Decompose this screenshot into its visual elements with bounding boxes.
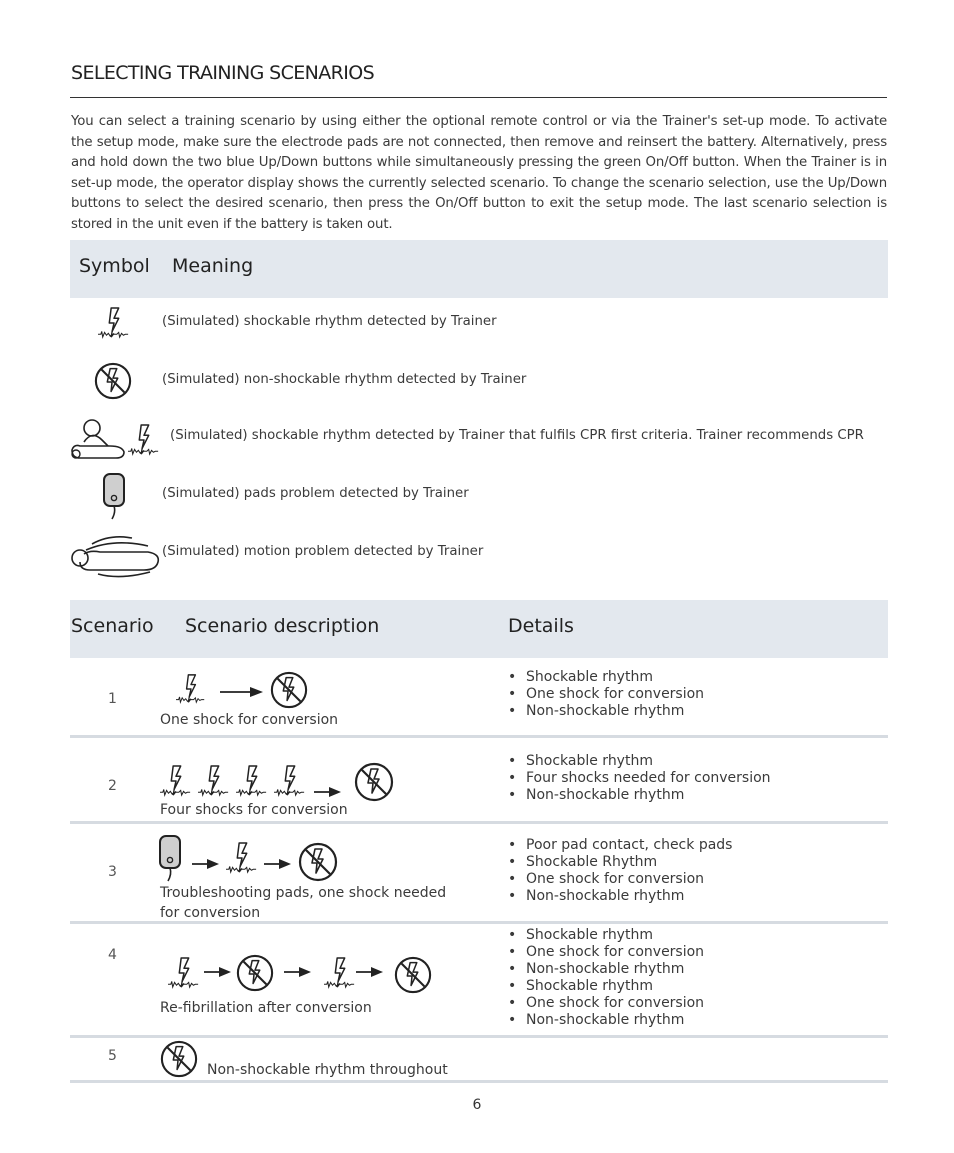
scenario-number: 2: [108, 778, 117, 794]
arrow-icon: [284, 966, 312, 978]
intro-paragraph: You can select a training scenario by using either the optional remote control or via the Trainer's set-up mode. To activate the setup mode, make sure the electrode pads are not connected, then remove and reinsert the battery. Alternatively, press and hold down the two blue Up/Down buttons while simultaneously pressing the green On/Off button. When the Trainer is in set-up mode, the operator display shows the currently selected scenario. To change the scenario selection, use the Up/Down buttons to select the desired scenario, then press the On/Off button to exit the setup mode. The last scenario selection is stored in the unit even if the battery is taken out.: [71, 114, 887, 232]
scenario-details-list: [506, 927, 704, 1029]
arrow-icon: [356, 966, 384, 978]
detail-item: • Non-shockable rhythm: [506, 961, 704, 978]
symbol-meaning: (Simulated) pads problem detected by Trainer: [162, 486, 469, 501]
scenario-row-4: [70, 924, 888, 1036]
shockable-rhythm-icon: [236, 762, 268, 800]
arrow-icon: [264, 858, 292, 870]
detail-item: • Shockable rhythm: [506, 753, 771, 770]
detail-item: • Non-shockable rhythm: [506, 703, 704, 720]
scenario-description: Non-shockable rhythm throughout: [207, 1062, 448, 1078]
description-column-header: Scenario description: [185, 615, 380, 637]
scenario-number: 3: [108, 864, 117, 880]
symbol-table-header: [70, 240, 888, 298]
scenario-description: Four shocks for conversion: [160, 802, 348, 818]
arrow-icon: [220, 686, 264, 698]
pads-problem-icon: [158, 834, 184, 882]
detail-item: • One shock for conversion: [506, 944, 704, 961]
shockable-rhythm-icon: [98, 305, 130, 341]
detail-item: • Four shocks needed for conversion: [506, 770, 771, 787]
non-shockable-rhythm-icon: [160, 1040, 198, 1078]
scenario-row-1: [70, 658, 888, 736]
shockable-rhythm-icon: [226, 840, 258, 876]
detail-item: • One shock for conversion: [506, 995, 704, 1012]
non-shockable-rhythm-icon: [354, 762, 394, 802]
arrow-icon: [192, 858, 220, 870]
symbol-row-shockable: [70, 300, 888, 350]
cpr-recommended-icon: [70, 416, 162, 466]
detail-item: • Non-shockable rhythm: [506, 787, 771, 804]
motion-problem-icon: [70, 532, 162, 578]
scenario-number: 4: [108, 947, 117, 963]
shockable-rhythm-icon: [274, 762, 306, 800]
symbol-row-pads: [70, 472, 888, 522]
symbol-row-cpr: [70, 414, 888, 464]
detail-item: • Shockable rhythm: [506, 978, 704, 995]
scenario-description: [160, 883, 446, 923]
shockable-rhythm-icon: [168, 954, 200, 992]
meaning-column-header: Meaning: [172, 255, 254, 277]
scenario-row-5: [70, 1038, 888, 1084]
detail-item: • One shock for conversion: [506, 686, 704, 703]
detail-item: • One shock for conversion: [506, 871, 732, 888]
scenario-description-line: Troubleshooting pads, one shock needed: [160, 885, 447, 901]
detail-item: • Non-shockable rhythm: [506, 1012, 704, 1029]
details-column-header: Details: [508, 615, 574, 637]
shockable-rhythm-icon: [198, 762, 230, 800]
scenario-details-list: [506, 753, 771, 804]
symbol-meaning: (Simulated) shockable rhythm detected by Trainer: [162, 314, 497, 329]
page-number: 6: [472, 1097, 482, 1113]
shockable-rhythm-icon: [176, 672, 206, 706]
row-divider: [70, 1080, 888, 1083]
scenario-number: 1: [108, 691, 117, 707]
detail-item: • Shockable rhythm: [506, 669, 704, 686]
shockable-rhythm-icon: [324, 954, 356, 992]
symbol-meaning: (Simulated) non-shockable rhythm detected by Trainer: [162, 372, 527, 387]
detail-item: • Poor pad contact, check pads: [506, 837, 732, 854]
symbol-meaning: (Simulated) motion problem detected by Trainer: [162, 544, 484, 559]
scenario-number: 5: [108, 1048, 117, 1064]
detail-item: • Shockable Rhythm: [506, 854, 732, 871]
scenario-details-list: [506, 837, 732, 905]
detail-item: • Shockable rhythm: [506, 927, 704, 944]
scenario-description: One shock for conversion: [160, 712, 339, 728]
pads-problem-icon: [102, 472, 128, 520]
non-shockable-rhythm-icon: [94, 362, 132, 400]
symbol-row-non-shockable: [70, 358, 888, 408]
symbol-meaning: (Simulated) shockable rhythm detected by Trainer that fulfils CPR first criteria. Trainer recommends CPR: [170, 428, 864, 443]
scenario-table-header: [70, 600, 888, 658]
scenario-column-header: Scenario: [71, 615, 154, 637]
non-shockable-rhythm-icon: [270, 671, 308, 709]
arrow-icon: [204, 966, 232, 978]
scenario-row-3: [70, 824, 888, 922]
detail-item: • Non-shockable rhythm: [506, 888, 732, 905]
scenario-description: Re-fibrillation after conversion: [160, 1000, 372, 1016]
scenario-description-line: for conversion: [160, 905, 261, 921]
non-shockable-rhythm-icon: [298, 842, 338, 882]
symbol-row-motion: [70, 530, 888, 580]
title-divider: [70, 97, 887, 98]
scenario-row-2: [70, 738, 888, 822]
shockable-rhythm-icon: [160, 762, 192, 800]
arrow-icon: [314, 786, 342, 798]
non-shockable-rhythm-icon: [236, 954, 274, 992]
page-title: SELECTING TRAINING SCENARIOS: [71, 62, 375, 84]
non-shockable-rhythm-icon: [394, 956, 432, 994]
symbol-column-header: Symbol: [79, 255, 150, 277]
scenario-details-list: [506, 669, 704, 720]
